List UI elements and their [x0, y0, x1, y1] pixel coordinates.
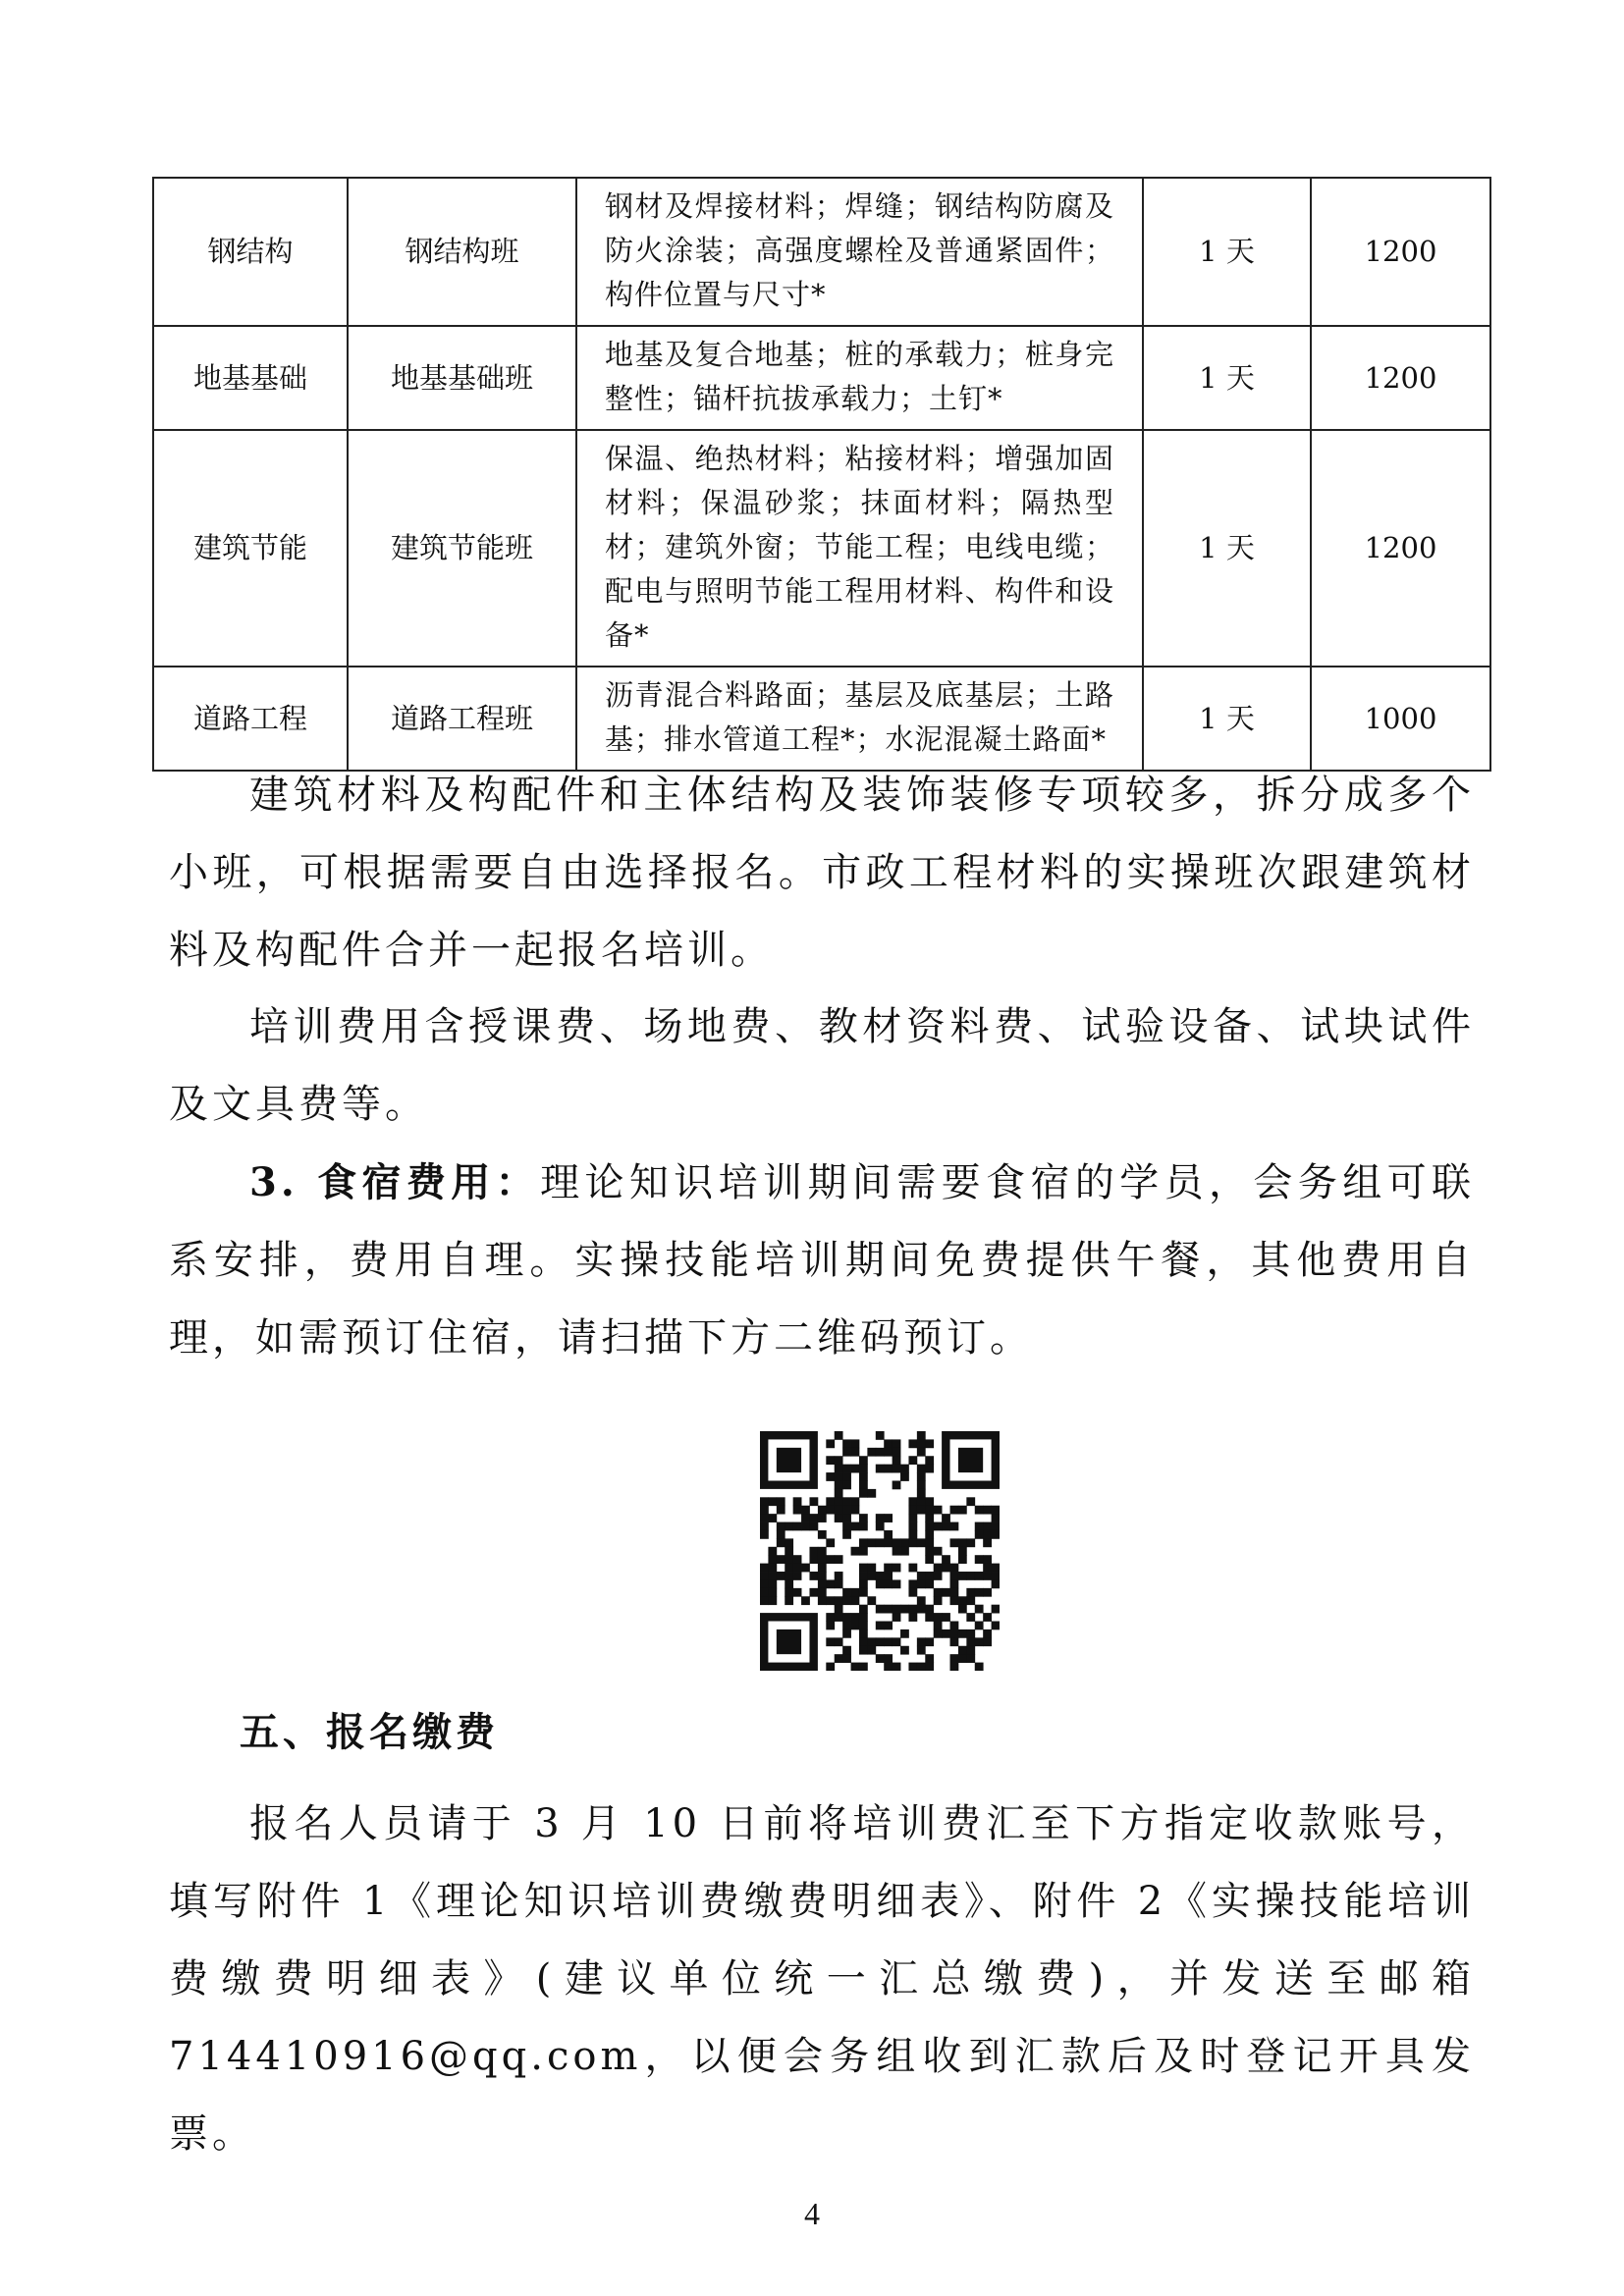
fee-cell: 1200 — [1311, 326, 1490, 430]
section-heading: 五、报名缴费 — [240, 1710, 499, 1755]
lodging-text: 理论知识培训期间需要食宿的学员，会务组可联系安排，费用自理。实操技能培训期间免费提供午餐，其他费用自理，如需预订住宿，请扫描下方二维码预订。 — [169, 1160, 1476, 1361]
class-name-cell: 地基基础班 — [348, 326, 576, 430]
qr-code-icon — [760, 1431, 1000, 1671]
category-cell: 地基基础 — [153, 326, 348, 430]
category-cell: 建筑节能 — [153, 430, 348, 667]
content-cell: 钢材及焊接材料；焊缝；钢结构防腐及防火涂装；高强度螺栓及普通紧固件；构件位置与尺寸* — [576, 178, 1143, 326]
fee-cell: 1200 — [1311, 430, 1490, 667]
fee-cell: 1200 — [1311, 178, 1490, 326]
registration-paragraph: 报名人员请于 3 月 10 日前将培训费汇至下方指定收款账号，填写附件 1《理论知识培训费缴费明细表》、附件 2《实操技能培训费缴费明细表》(建议单位统一汇总缴费)，并发送至邮箱 714410916@qq.com，以便会务组收到汇款后及时登记开具发票。 — [169, 1801, 1475, 2157]
lodging-label: 3. 食宿费用： — [249, 1159, 541, 1205]
split-classes-paragraph: 建筑材料及构配件和主体结构及装饰装修专项较多，拆分成多个小班，可根据需要自由选择报名。市政工程材料的实操班次跟建筑材料及构配件合并一起报名培训。 — [169, 773, 1475, 973]
content-cell: 保温、绝热材料；粘接材料；增强加固材料；保温砂浆；抹面材料；隔热型材；建筑外窗；节能工程；电线电缆；配电与照明节能工程用材料、构件和设备* — [576, 430, 1143, 667]
page-number: 4 — [804, 2196, 820, 2231]
fee-includes-paragraph: 培训费用含授课费、场地费、教材资料费、试验设备、试块试件及文具费等。 — [169, 1004, 1475, 1127]
duration-cell: 1 天 — [1143, 178, 1311, 326]
qr-code-graphic — [760, 1431, 1000, 1671]
table-row — [153, 667, 1490, 771]
category-cell: 钢结构 — [153, 178, 348, 326]
table-row — [153, 178, 1490, 326]
course-table — [152, 177, 1491, 772]
duration-cell: 1 天 — [1143, 667, 1311, 771]
content-cell: 地基及复合地基；桩的承载力；桩身完整性；锚杆抗拔承载力；土钉* — [576, 326, 1143, 430]
category-cell: 道路工程 — [153, 667, 348, 771]
class-name-cell: 建筑节能班 — [348, 430, 576, 667]
lodging-paragraph — [169, 1144, 1475, 1377]
fee-cell: 1000 — [1311, 667, 1490, 771]
class-name-cell: 道路工程班 — [348, 667, 576, 771]
class-name-cell: 钢结构班 — [348, 178, 576, 326]
content-cell: 沥青混合料路面；基层及底基层；土路基；排水管道工程*；水泥混凝土路面* — [576, 667, 1143, 771]
table-row — [153, 430, 1490, 667]
duration-cell: 1 天 — [1143, 430, 1311, 667]
duration-cell: 1 天 — [1143, 326, 1311, 430]
table-row — [153, 326, 1490, 430]
